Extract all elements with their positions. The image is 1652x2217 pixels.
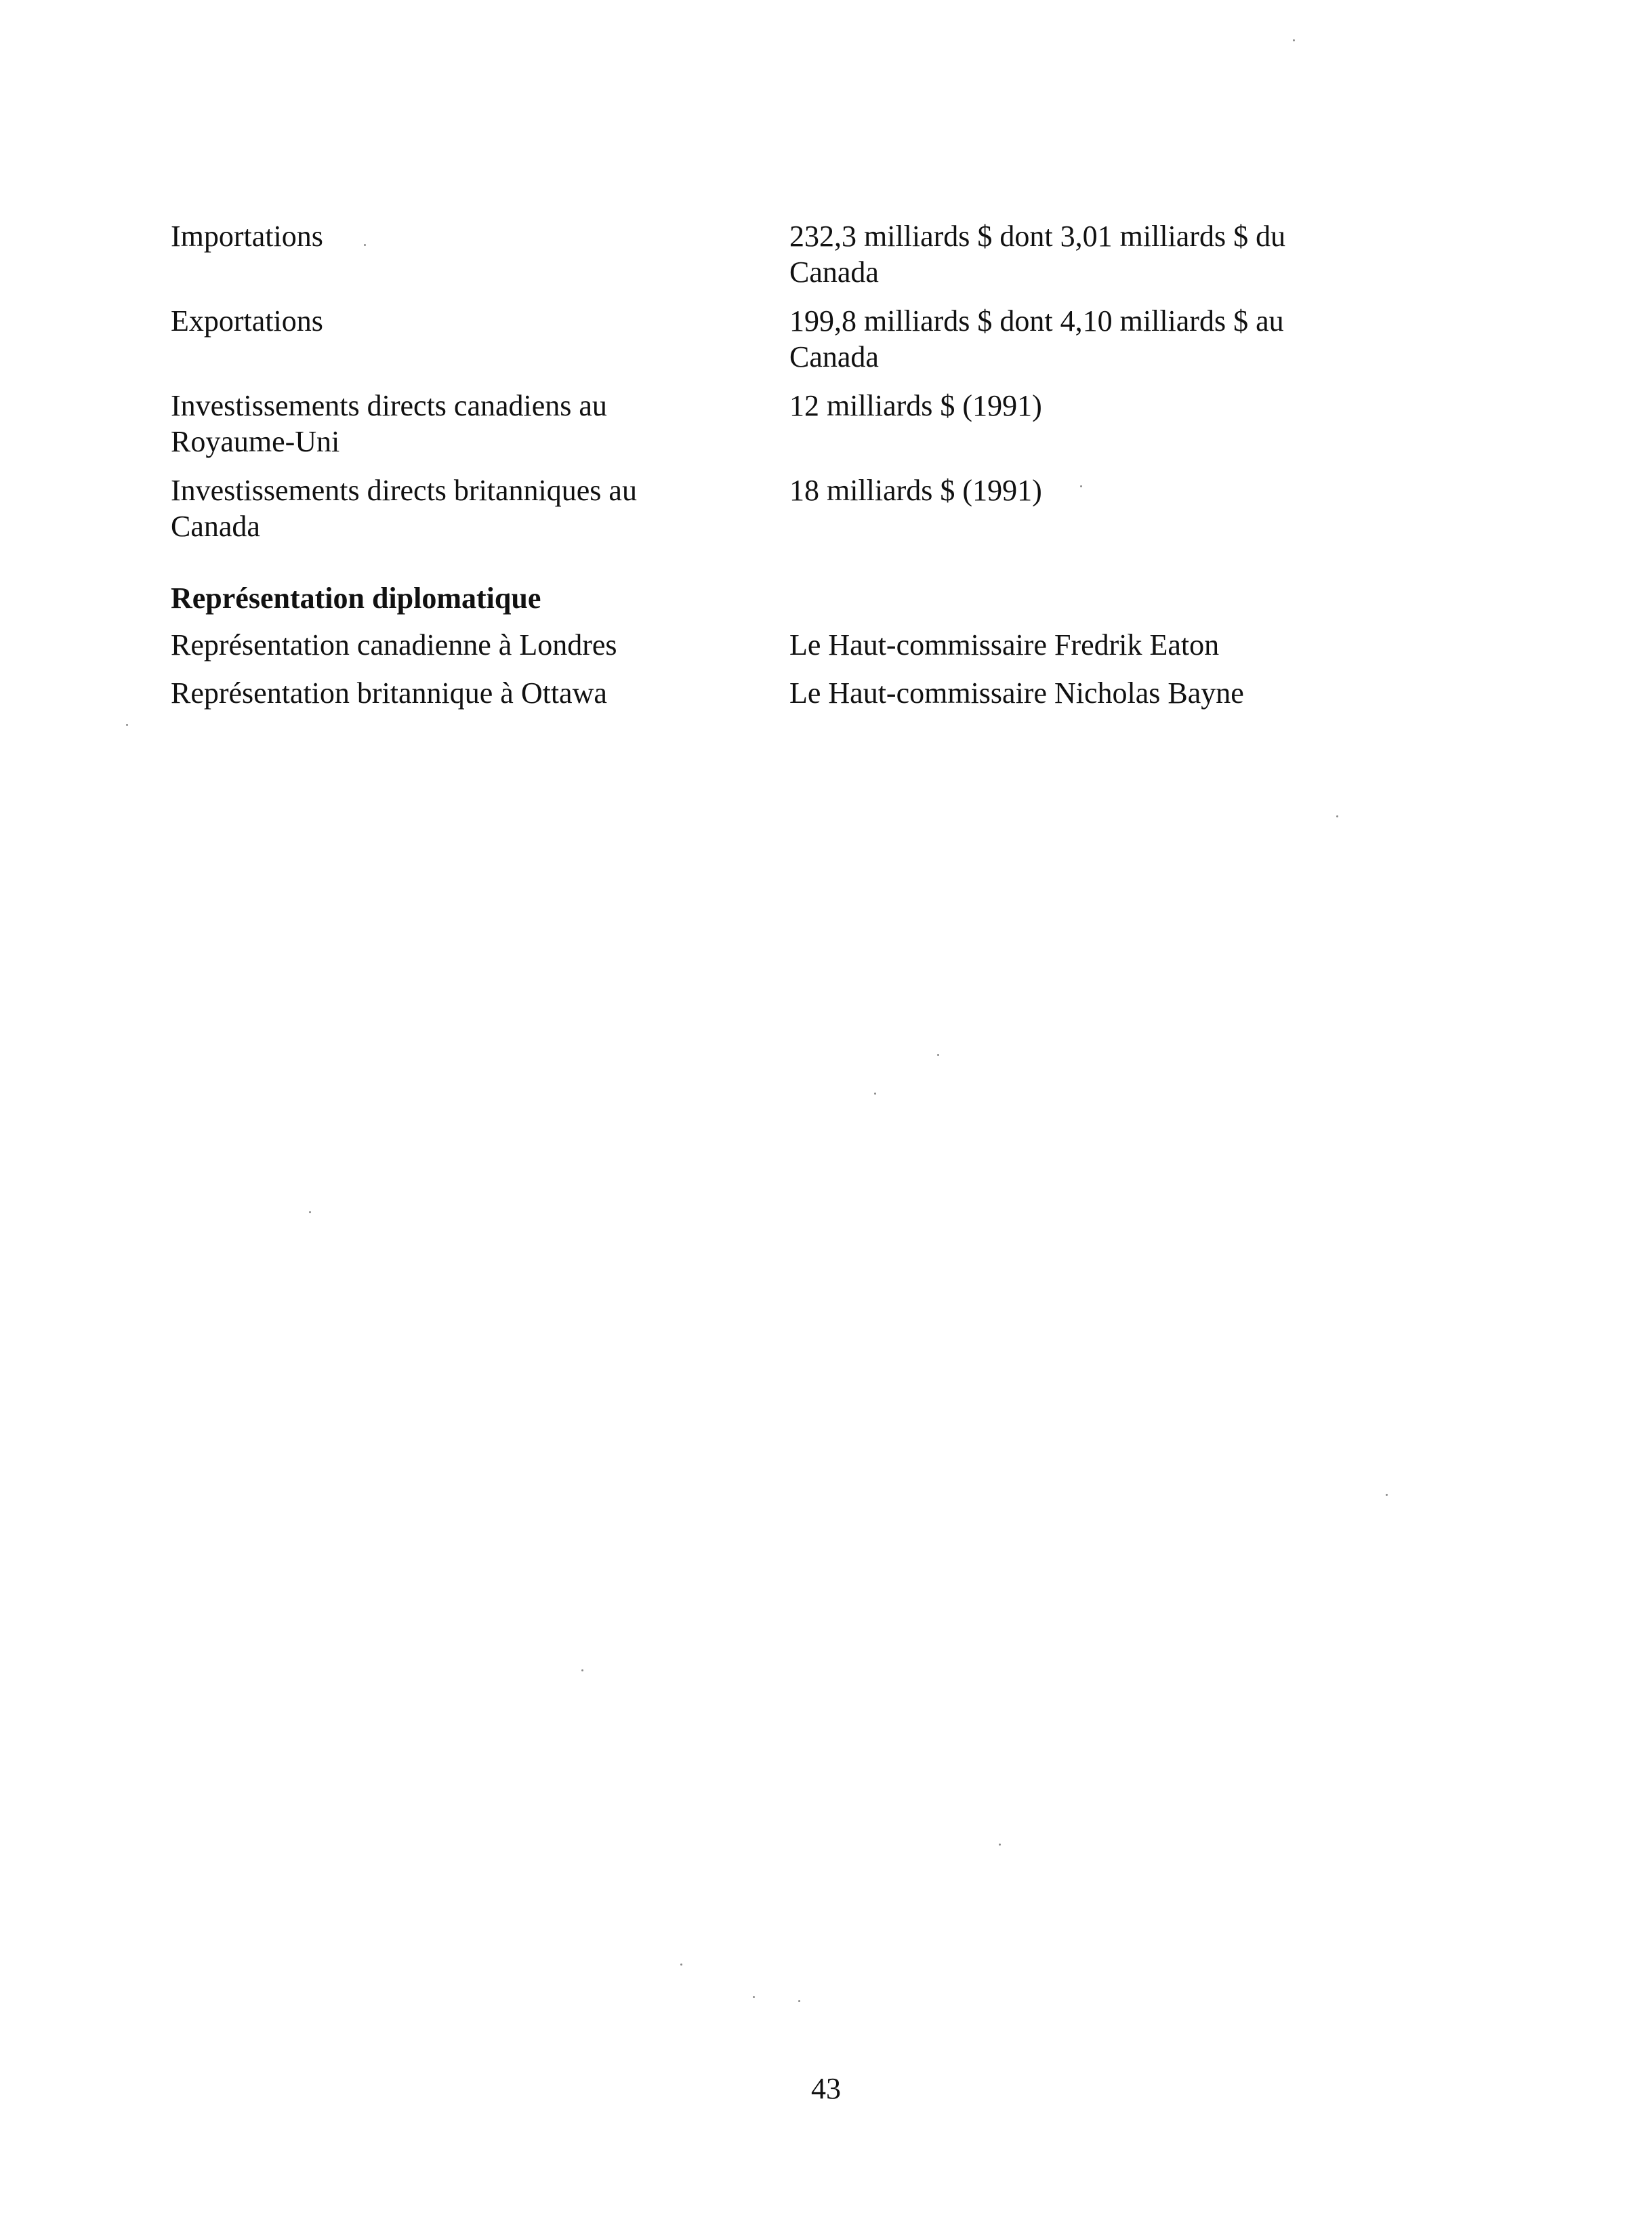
scan-speck [1293,39,1295,41]
scan-speck [874,1093,876,1095]
scan-speck [309,1211,311,1213]
scan-speck [581,1669,583,1671]
scan-speck [1080,485,1082,487]
row-label: Investissements directs canadiens au Royaume-Uni [171,389,607,458]
row-label: Représentation canadienne à Londres [171,628,617,662]
row-value: 232,3 milliards $ dont 3,01 milliards $ du Canada [789,220,1286,289]
scan-speck [680,1964,682,1966]
scan-speck [126,724,128,726]
row-label: Investissements directs britanniques au Canada [171,474,637,543]
row-value: Le Haut-commissaire Fredrik Eaton [789,628,1220,662]
scan-speck [999,1844,1001,1846]
row-value: Le Haut-commissaire Nicholas Bayne [789,676,1244,710]
row-label: Représentation britannique à Ottawa [171,676,607,710]
row-label: Importations [171,220,323,253]
scan-speck [1336,815,1338,817]
scan-speck [1386,1494,1388,1496]
scan-speck [753,1996,755,1998]
scan-speck [798,2000,800,2002]
section-heading: Représentation diplomatique [171,582,541,615]
scan-speck [364,244,366,246]
page-number: 43 [811,2072,841,2105]
scan-speck [937,1054,939,1056]
row-value: 199,8 milliards $ dont 4,10 milliards $ au Canada [789,304,1284,373]
row-label: Exportations [171,304,323,338]
row-value: 12 milliards $ (1991) [789,389,1042,422]
row-value: 18 milliards $ (1991) [789,474,1042,507]
